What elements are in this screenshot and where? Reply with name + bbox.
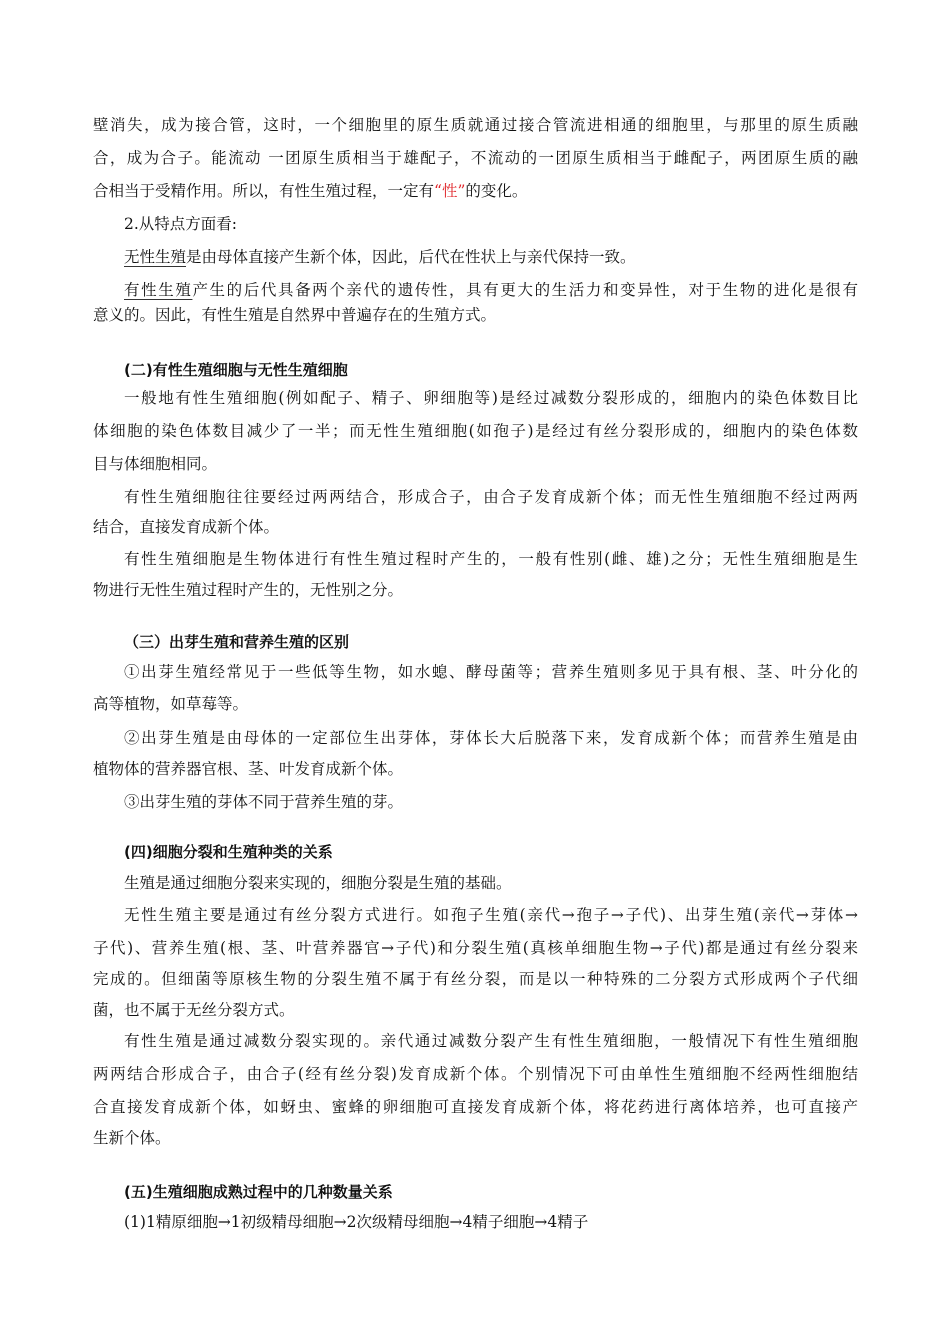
underlined-term: 无性生殖 [124,248,187,266]
paragraph-line: ①出芽生殖经常见于一些低等生物，如水螅、酵母菌等；营养生殖则多见于具有根、茎、叶分化的 [124,663,858,681]
text-span: 是由母体直接产生新个体，因此，后代在性状上与亲代保持一致。 [186,248,636,266]
section-heading: (四)细胞分裂和生殖种类的关系 [124,843,333,861]
paragraph-line: 高等植物，如草莓等。 [93,695,249,713]
underlined-term: 有性生殖 [124,281,193,299]
paragraph-line: 合，成为合子。能流动 一团原生质相当于雄配子，不流动的一团原生质相当于雌配子，两团原生质的融 [93,149,858,167]
paragraph-line: 完成的。但细菌等原核生物的分裂生殖不属于有丝分裂，而是以一种特殊的二分裂方式形成两个子代细 [93,970,858,988]
paragraph-line: 目与体细胞相同。 [93,455,218,473]
text-span: 产生的后代具备两个亲代的遗传性，具有更大的生活力和变异性，对于生物的进化是很有 [192,281,858,299]
paragraph-line: ③出芽生殖的芽体不同于营养生殖的芽。 [124,793,404,811]
paragraph-line: 意义的。因此，有性生殖是自然界中普遍存在的生殖方式。 [93,306,497,324]
paragraph-line: 生新个体。 [93,1129,171,1147]
paragraph-line: 一般地有性生殖细胞(例如配子、精子、卵细胞等)是经过减数分裂形成的，细胞内的染色体数目比 [124,389,858,407]
subsection-label: 2.从特点方面看: [124,215,238,233]
paragraph-line: 有性生殖是通过减数分裂实现的。亲代通过减数分裂产生有性生殖细胞，一般情况下有性生殖细胞 [124,1032,858,1050]
paragraph-line: 无性生殖主要是通过有丝分裂方式进行。如孢子生殖(亲代→孢子→子代)、出芽生殖(亲代→芽体→ [124,906,858,924]
paragraph-line: 合直接发育成新个体，如蚜虫、蜜蜂的卵细胞可直接发育成新个体，将花药进行离体培养，也可直接产 [93,1098,858,1116]
text-span: 的变化。 [465,182,528,200]
paragraph-line [124,279,858,301]
paragraph-line [124,246,636,268]
paragraph-line: ②出芽生殖是由母体的一定部位生出芽体，芽体长大后脱落下来，发育成新个体；而营养生殖是由 [124,729,858,747]
section-heading: (五)生殖细胞成熟过程中的几种数量关系 [124,1183,393,1201]
paragraph-line: 物进行无性生殖过程时产生的，无性别之分。 [93,581,404,599]
paragraph-line: 壁消失，成为接合管，这时，一个细胞里的原生质就通过接合管流进相通的细胞里，与那里的原生质融 [93,116,858,134]
paragraph-line [93,180,527,202]
text-span: 合相当于受精作用。所以，有性生殖过程，一定有 [93,182,435,200]
paragraph-line: 生殖是通过细胞分裂来实现的，细胞分裂是生殖的基础。 [124,874,512,892]
section-heading: (二)有性生殖细胞与无性生殖细胞 [124,361,348,379]
highlighted-term: “性” [434,182,466,200]
paragraph-line: 两两结合形成合子，由合子(经有丝分裂)发育成新个体。个别情况下可由单性生殖细胞不经两性细胞结 [93,1065,858,1083]
paragraph-line: 有性生殖细胞往往要经过两两结合，形成合子，由合子发育成新个体；而无性生殖细胞不经过两两 [124,488,858,506]
paragraph-line: 植物体的营养器官根、茎、叶发育成新个体。 [93,760,404,778]
paragraph-line: 体细胞的染色体数目减少了一半；而无性生殖细胞(如孢子)是经过有丝分裂形成的，细胞内的染色体数 [93,422,858,440]
paragraph-line: 子代)、营养生殖(根、茎、叶营养器官→子代)和分裂生殖(真核单细胞生物→子代)都是通过有丝分裂来 [93,939,858,957]
paragraph-line: (1)1精原细胞→1初级精母细胞→2次级精母细胞→4精子细胞→4精子 [124,1213,589,1231]
paragraph-line: 菌，也不属于无丝分裂方式。 [93,1001,295,1019]
section-heading: （三）出芽生殖和营养生殖的区别 [124,633,350,651]
paragraph-line: 结合，直接发育成新个体。 [93,518,280,536]
paragraph-line: 有性生殖细胞是生物体进行有性生殖过程时产生的，一般有性别(雌、雄)之分；无性生殖细胞是生 [124,550,858,568]
